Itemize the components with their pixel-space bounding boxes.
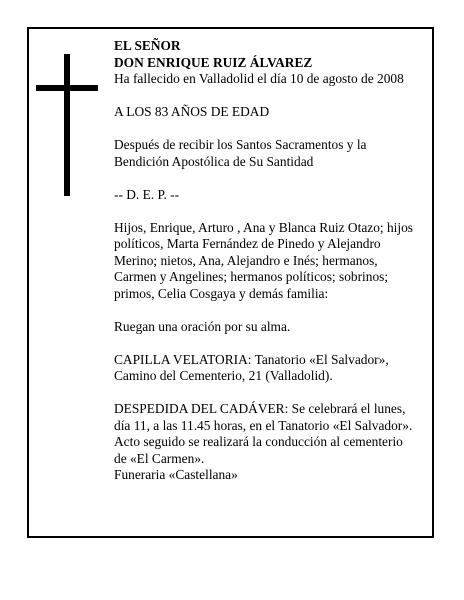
prayer-request: Ruegan una oración por su alma.: [114, 318, 291, 334]
farewell-line-1: [114, 401, 432, 418]
cross-vertical-bar: [64, 54, 70, 196]
sacraments-line-1: Después de recibir los Santos Sacramentos y la: [114, 137, 367, 152]
funeral-home: Funeraria «Castellana»: [114, 467, 238, 482]
farewell-line-2: día 11, a las 11.45 horas, en el Tanatorio «El Salvador».: [114, 417, 413, 433]
family-line-3: Merino; nietos, Ana, Alejandro e Inés; hermanos,: [114, 252, 378, 268]
cross-horizontal-bar: [36, 85, 98, 91]
deceased-title: EL SEÑOR: [114, 38, 181, 53]
family-line-1: Hijos, Enrique, Arturo , Ana y Blanca Ruiz Otazo; hijos: [114, 219, 414, 235]
chapel-label: CAPILLA VELATORIA:: [114, 351, 252, 367]
obituary-text: [114, 38, 432, 484]
farewell-line-3: Acto seguido se realizará la conducción al cementerio: [114, 434, 403, 449]
chapel-line-2: Camino del Cementerio, 21 (Valladolid).: [114, 368, 333, 383]
farewell-line-4: de «El Carmen».: [114, 450, 205, 466]
family-line-2: políticos, Marta Fernández de Pinedo y Alejandro: [114, 236, 381, 251]
chapel-location: Tanatorio «El Salvador»,: [251, 351, 389, 367]
age-line: A LOS 83 AÑOS DE EDAD: [114, 104, 270, 119]
family-line-5: primos, Celia Cosgaya y demás familia:: [114, 285, 329, 301]
farewell-label: DESPEDIDA DEL CADÁVER:: [114, 401, 289, 416]
latin-cross-icon: [36, 54, 98, 196]
farewell-day: Se celebrará el lunes,: [288, 401, 406, 416]
chapel-line-1: [114, 352, 432, 369]
family-line-4: Carmen y Angelines; hermanos políticos; sobrinos;: [114, 269, 389, 284]
death-announcement: Ha fallecido en Valladolid el día 10 de agosto de 2008: [114, 71, 404, 86]
sacraments-line-2: Bendición Apostólica de Su Santidad: [114, 153, 314, 169]
deceased-name: DON ENRIQUE RUIZ ÁLVAREZ: [114, 54, 313, 70]
rip-line: -- D. E. P. --: [114, 186, 180, 202]
